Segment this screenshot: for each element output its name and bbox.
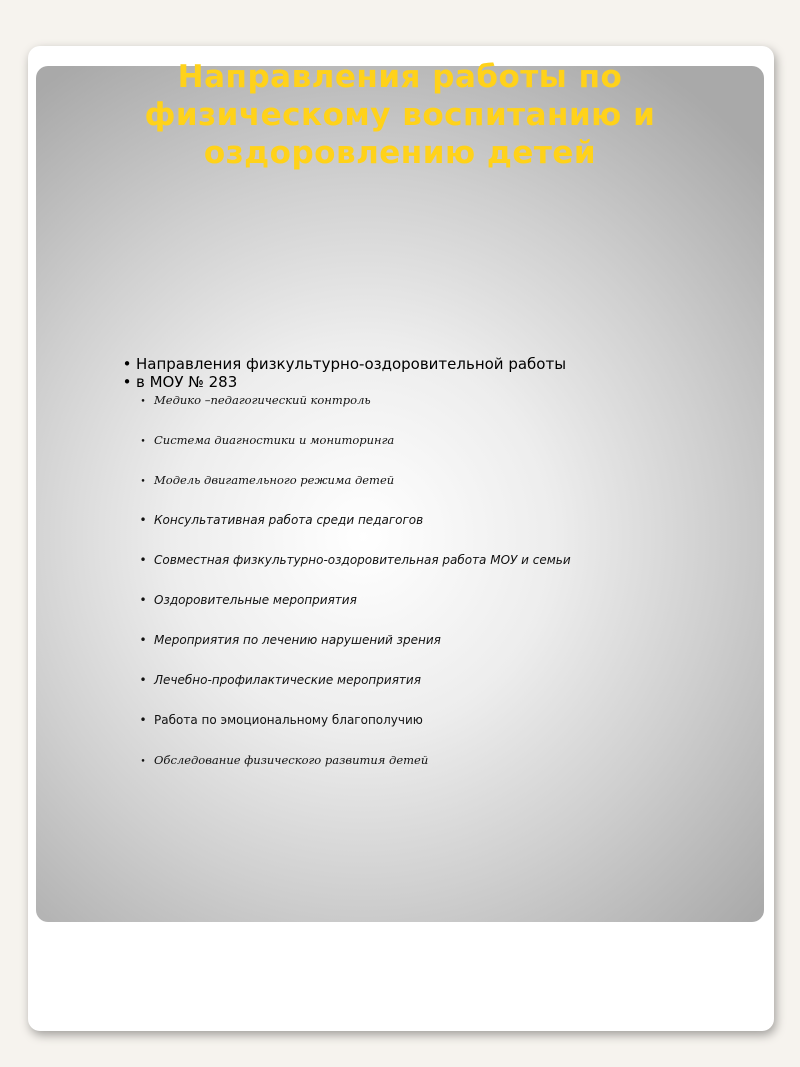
slide-body — [118, 355, 738, 793]
bullet-icon: • — [139, 513, 147, 527]
slide-title-line-2: физическому воспитанию и — [144, 97, 656, 133]
list-item — [118, 713, 738, 753]
bullet-icon: • — [140, 477, 146, 487]
list-item — [118, 473, 738, 513]
list-item — [118, 433, 738, 473]
list-item — [118, 593, 738, 633]
list-item — [118, 393, 738, 433]
heading-text-1: Направления физкультурно-оздоровительной работы — [136, 355, 567, 373]
list-item — [118, 673, 738, 713]
list-item-text: Лечебно-профилактические мероприятия — [154, 673, 421, 687]
bullet-icon: • — [140, 397, 146, 407]
bullet-icon: • — [139, 633, 147, 647]
directions-list — [118, 393, 738, 793]
slide-title — [60, 58, 740, 172]
bullet-icon: • — [139, 713, 147, 727]
list-item-text: Консультативная работа среди педагогов — [154, 513, 424, 527]
bullet-icon: • — [139, 673, 147, 687]
list-item — [118, 633, 738, 673]
list-item — [118, 553, 738, 593]
list-item — [118, 513, 738, 553]
list-item-text: Медико –педагогический контроль — [154, 393, 371, 407]
bullet-icon: • — [139, 553, 147, 567]
heading-text-2: в МОУ № 283 — [136, 373, 238, 391]
bullet-icon: • — [139, 593, 147, 607]
list-item-text: Работа по эмоциональному благополучию — [154, 713, 423, 727]
list-item-text: Обследование физического развития детей — [154, 753, 429, 767]
slide-title-line-1: Направления работы по — [177, 59, 623, 95]
list-item-text: Совместная физкультурно-оздоровительная работа МОУ и семьи — [154, 553, 571, 567]
list-item — [118, 753, 738, 793]
heading-line-1 — [118, 355, 738, 373]
list-item-text: Оздоровительные мероприятия — [154, 593, 357, 607]
bullet-icon: • — [140, 757, 146, 767]
slide-title-line-3: оздоровлению детей — [203, 135, 597, 171]
bullet-icon: • — [122, 373, 132, 391]
list-item-text: Мероприятия по лечению нарушений зрения — [154, 633, 441, 647]
bullet-icon: • — [122, 355, 132, 373]
bullet-icon: • — [140, 437, 146, 447]
heading-line-2 — [118, 373, 738, 391]
list-item-text: Система диагностики и мониторинга — [154, 433, 395, 447]
list-item-text: Модель двигательного режима детей — [154, 473, 395, 487]
